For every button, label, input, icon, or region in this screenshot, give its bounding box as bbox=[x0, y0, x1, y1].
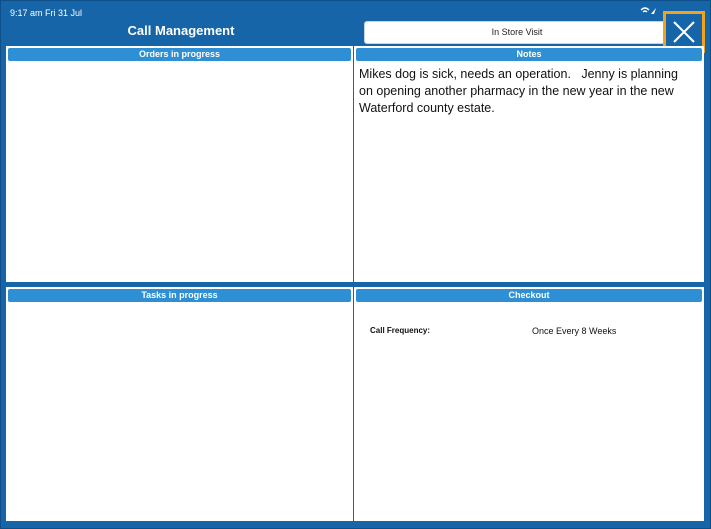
tasks-panel bbox=[6, 287, 353, 521]
notes-header: Notes bbox=[356, 48, 702, 61]
orders-panel bbox=[6, 46, 353, 282]
notes-panel bbox=[354, 46, 704, 282]
checkout-panel bbox=[354, 287, 704, 521]
notes-text[interactable]: Mikes dog is sick, needs an operation. Jenny is planning on opening another pharmacy in the new year in the new Waterford county estate. bbox=[359, 67, 682, 115]
orders-header: Orders in progress bbox=[8, 48, 351, 61]
in-store-visit-button[interactable]: In Store Visit bbox=[364, 21, 670, 44]
call-frequency-label: Call Frequency: bbox=[370, 326, 431, 335]
status-time: 9:17 am Fri 31 Jul bbox=[10, 8, 83, 18]
close-icon bbox=[672, 20, 696, 44]
checkout-header: Checkout bbox=[356, 289, 702, 302]
wifi-icon bbox=[640, 6, 658, 19]
call-frequency-value: Once Every 8 Weeks bbox=[532, 326, 617, 336]
page-title: Call Management bbox=[127, 23, 235, 38]
status-bar bbox=[1, 1, 710, 23]
tasks-header: Tasks in progress bbox=[8, 289, 351, 302]
